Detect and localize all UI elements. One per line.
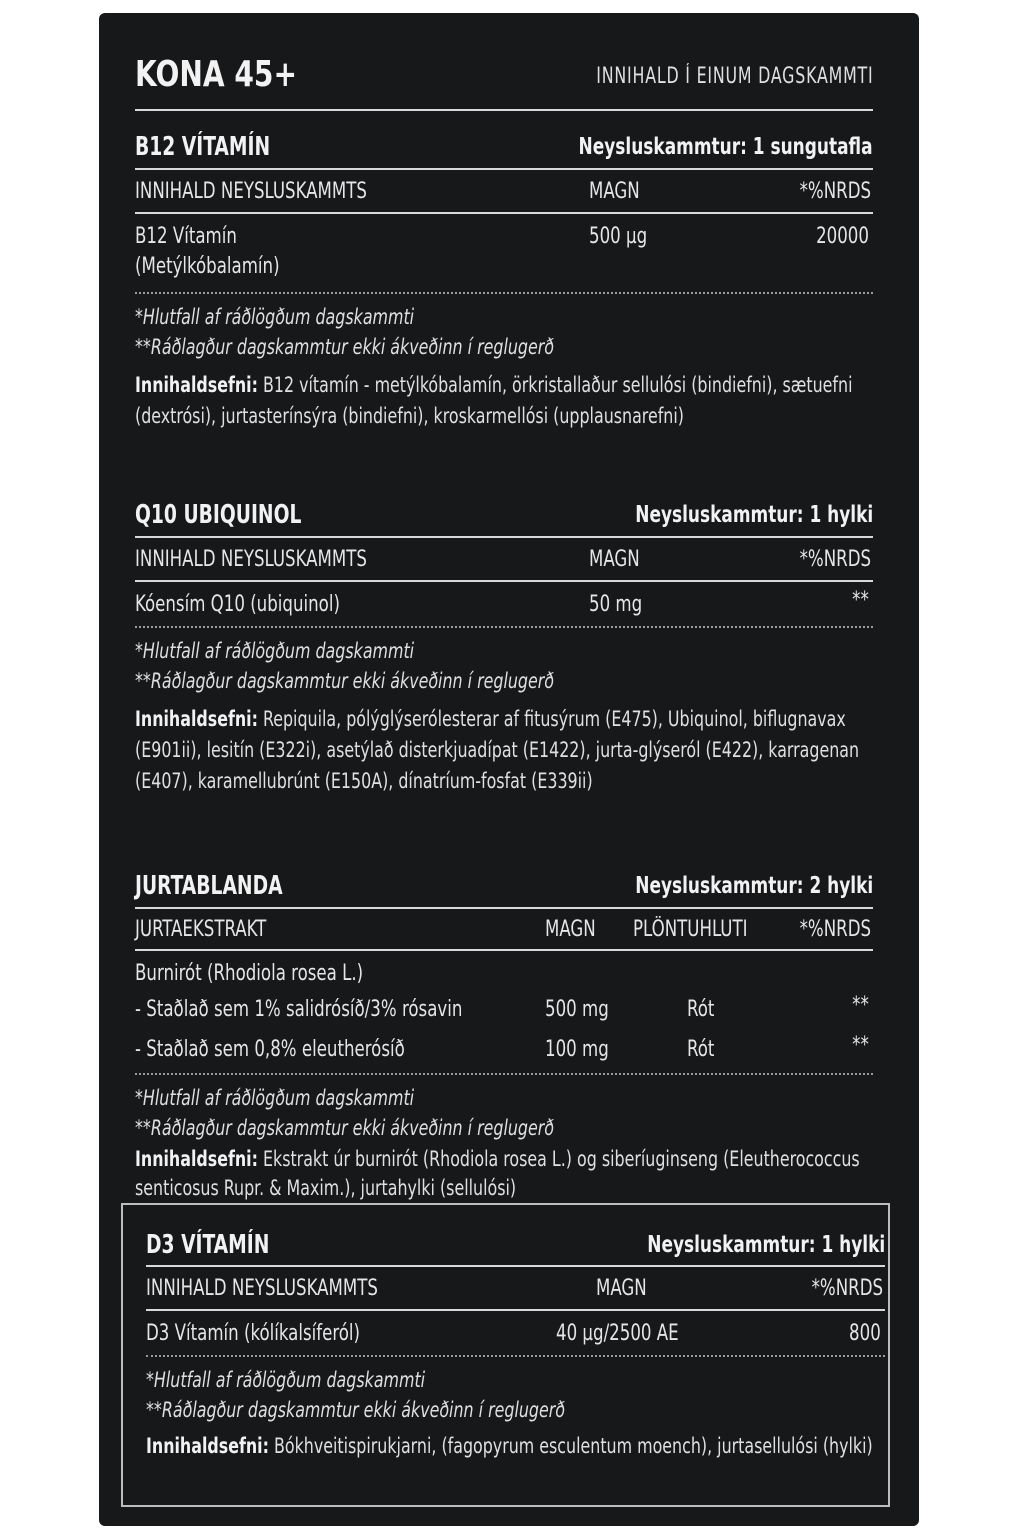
section-q10-header <box>135 494 873 538</box>
footnote-nrds: **Ráðlagður dagskammtur ekki ákveðinn í reglugerð <box>146 1398 565 1422</box>
label-header <box>135 53 873 111</box>
d3-amount: 40 µg/2500 AE <box>556 1321 679 1346</box>
d3-footnotes <box>146 1357 885 1425</box>
column-header-nrds: *%NRDS <box>799 179 871 204</box>
column-header-nrds: *%NRDS <box>799 547 871 572</box>
footnote-nrds: **Ráðlagður dagskammtur ekki ákveðinn í reglugerð <box>135 1116 554 1140</box>
section-herbal-title: JURTABLANDA <box>135 871 283 901</box>
section-b12-row <box>135 214 873 294</box>
herbal-row-desc: - Staðlað sem 0,8% eleutherósíð <box>135 1037 405 1062</box>
section-d3-serving: Neysluskammtur: 1 hylki <box>647 1232 885 1258</box>
d3-ingredients <box>146 1431 885 1462</box>
section-b12-column-headers <box>135 170 873 214</box>
section-herbal-column-headers <box>135 909 873 951</box>
section-q10-serving: Neysluskammtur: 1 hylki <box>635 502 873 528</box>
herbal-row-desc: - Staðlað sem 1% salidrósíð/3% rósavin <box>135 997 463 1022</box>
herbal-row-amount: 100 mg <box>545 1037 609 1062</box>
ingredients-label: Innihaldsefni: <box>135 1147 258 1171</box>
section-herbal-rows <box>135 951 873 1075</box>
section-q10 <box>135 494 873 797</box>
column-header-ingredient: INNIHALD NEYSLUSKAMMTS <box>135 179 367 204</box>
q10-amount: 50 mg <box>589 592 643 617</box>
q10-footnotes <box>135 628 873 696</box>
footnote-nrds: **Ráðlagður dagskammtur ekki ákveðinn í reglugerð <box>135 335 554 359</box>
footnote-pct: *Hlutfall af ráðlögðum dagskammti <box>135 305 415 329</box>
d3-ingredients-text: Bókhveitispirukjarni, (fagopyrum esculentum moench), jurtasellulósi (hylki) <box>273 1434 873 1458</box>
d3-item-name: D3 Vítamín (kólíkalsíferól) <box>146 1321 361 1346</box>
ingredients-label: Innihaldsefni: <box>146 1434 269 1458</box>
column-header-amount: MAGN <box>589 547 640 572</box>
q10-nrds: ** <box>852 588 869 613</box>
herbal-footnotes <box>135 1075 873 1143</box>
b12-item-name: B12 Vítamín <box>135 224 237 249</box>
column-header-nrds: *%NRDS <box>799 917 871 942</box>
q10-ingredients-text: Repiquila, pólýglýserólesterar af fitusýrum (E475), Ubiquinol, biflugnavax (E901ii), lesitín (E322i), asetýlað disterkjuadípat (E1422), jurta-glýseról (E422), karragenan (E407), karamellubrúnt (E150A), dínatríum-fosfat (E339ii) <box>135 707 860 793</box>
herbal-row-nrds: ** <box>852 993 869 1018</box>
section-herbal-blend <box>135 865 873 1203</box>
section-q10-title: Q10 UBIQUINOL <box>135 500 302 530</box>
section-d3 <box>121 1203 890 1507</box>
column-header-amount: MAGN <box>596 1276 647 1301</box>
b12-amount: 500 µg <box>589 224 648 249</box>
herbal-row-amount: 500 mg <box>545 997 609 1022</box>
footnote-pct: *Hlutfall af ráðlögðum dagskammti <box>135 639 415 663</box>
column-header-amount: MAGN <box>545 917 596 942</box>
nutrition-label-panel <box>99 13 919 1526</box>
herbal-row-part: Rót <box>687 1037 715 1062</box>
herbal-row-part: Rót <box>687 997 715 1022</box>
column-header-plant-part: PLÖNTUHLUTI <box>633 917 748 942</box>
section-b12 <box>135 126 873 432</box>
section-b12-title: B12 VÍTAMÍN <box>135 132 271 162</box>
section-d3-row <box>146 1311 885 1357</box>
section-b12-serving: Neysluskammtur: 1 sungutafla <box>578 134 873 160</box>
column-header-nrds: *%NRDS <box>811 1276 883 1301</box>
column-header-extract: JURTAEKSTRAKT <box>135 917 267 942</box>
herbal-ingredients <box>135 1145 873 1203</box>
b12-item-name-sub: (Metýlkóbalamín) <box>135 254 280 279</box>
section-d3-column-headers <box>146 1267 885 1311</box>
footnote-nrds: **Ráðlagður dagskammtur ekki ákveðinn í reglugerð <box>135 669 554 693</box>
ingredients-label: Innihaldsefni: <box>135 707 258 731</box>
q10-ingredients <box>135 704 873 797</box>
herbal-row-nrds: ** <box>852 1033 869 1058</box>
ingredients-label: Innihaldsefni: <box>135 373 258 397</box>
section-d3-title: D3 VÍTAMÍN <box>146 1230 270 1260</box>
d3-nrds: 800 <box>849 1321 881 1346</box>
herbal-ingredients-text: Ekstrakt úr burnirót (Rhodiola rosea L.) og siberíuginseng (Eleutherococcus senticosus Rupr. & Maxim.), jurtahylki (sellulósi) <box>135 1147 860 1200</box>
product-title: KONA 45+ <box>135 54 297 95</box>
section-herbal-header <box>135 865 873 909</box>
b12-nrds: 20000 <box>816 224 869 249</box>
section-b12-header <box>135 126 873 170</box>
herbal-plant-name: Burnirót (Rhodiola rosea L.) <box>135 961 364 986</box>
footnote-pct: *Hlutfall af ráðlögðum dagskammti <box>135 1086 415 1110</box>
b12-ingredients <box>135 370 873 432</box>
column-header-amount: MAGN <box>589 179 640 204</box>
section-q10-row <box>135 582 873 628</box>
column-header-ingredient: INNIHALD NEYSLUSKAMMTS <box>135 547 367 572</box>
label-subtitle: INNIHALD Í EINUM DAGSKAMMTI <box>595 64 873 89</box>
b12-footnotes <box>135 294 873 362</box>
column-header-ingredient: INNIHALD NEYSLUSKAMMTS <box>146 1276 378 1301</box>
q10-item-name: Kóensím Q10 (ubiquinol) <box>135 592 340 617</box>
section-herbal-serving: Neysluskammtur: 2 hylki <box>635 873 873 899</box>
section-d3-header <box>146 1225 885 1267</box>
b12-ingredients-text: B12 vítamín - metýlkóbalamín, örkristallaður sellulósi (bindiefni), sætuefni (dextrósi), jurtasterínsýra (bindiefni), kroskarmellósi (upplausnarefni) <box>135 373 853 428</box>
section-q10-column-headers <box>135 538 873 582</box>
footnote-pct: *Hlutfall af ráðlögðum dagskammti <box>146 1368 426 1392</box>
